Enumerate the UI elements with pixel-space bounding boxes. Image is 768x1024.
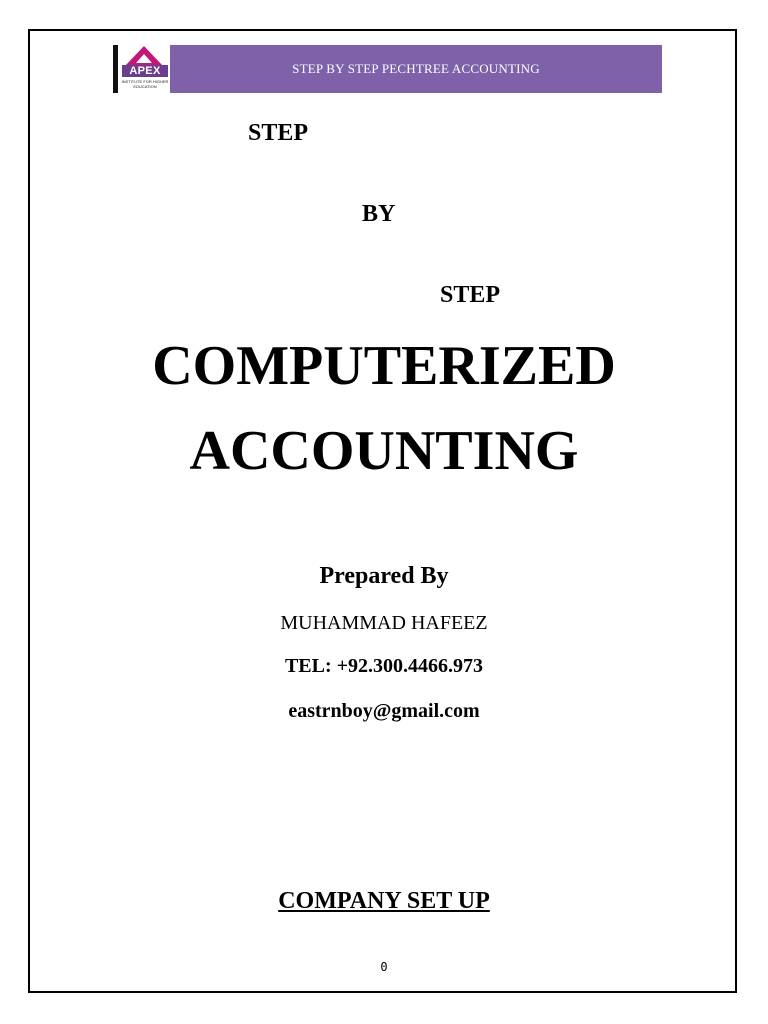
title-line-1: COMPUTERIZED — [152, 335, 616, 397]
header-banner: STEP BY STEP PECHTREE ACCOUNTING — [170, 45, 662, 93]
apex-logo — [113, 45, 170, 93]
author-name: MUHAMMAD HAFEEZ — [280, 612, 488, 634]
by-text: BY — [362, 201, 396, 227]
telephone: TEL: +92.300.4466.973 — [284, 655, 484, 677]
logo-wordmark: APEX — [122, 65, 168, 77]
section-title: COMPANY SET UP — [278, 888, 490, 914]
email-address: eastrnboy@gmail.com — [288, 700, 480, 722]
title-line-2: ACCOUNTING — [189, 420, 579, 482]
page-border — [28, 29, 737, 993]
page-header — [113, 45, 662, 93]
step-text-2: STEP — [440, 282, 501, 308]
logo-subtext: INSTITUTE FOR HIGHER EDUCATION — [121, 79, 169, 89]
step-text-1: STEP — [248, 120, 309, 146]
page-number: 0 — [380, 960, 388, 974]
logo-triangle-icon — [118, 45, 170, 67]
prepared-by-label: Prepared By — [319, 563, 449, 589]
